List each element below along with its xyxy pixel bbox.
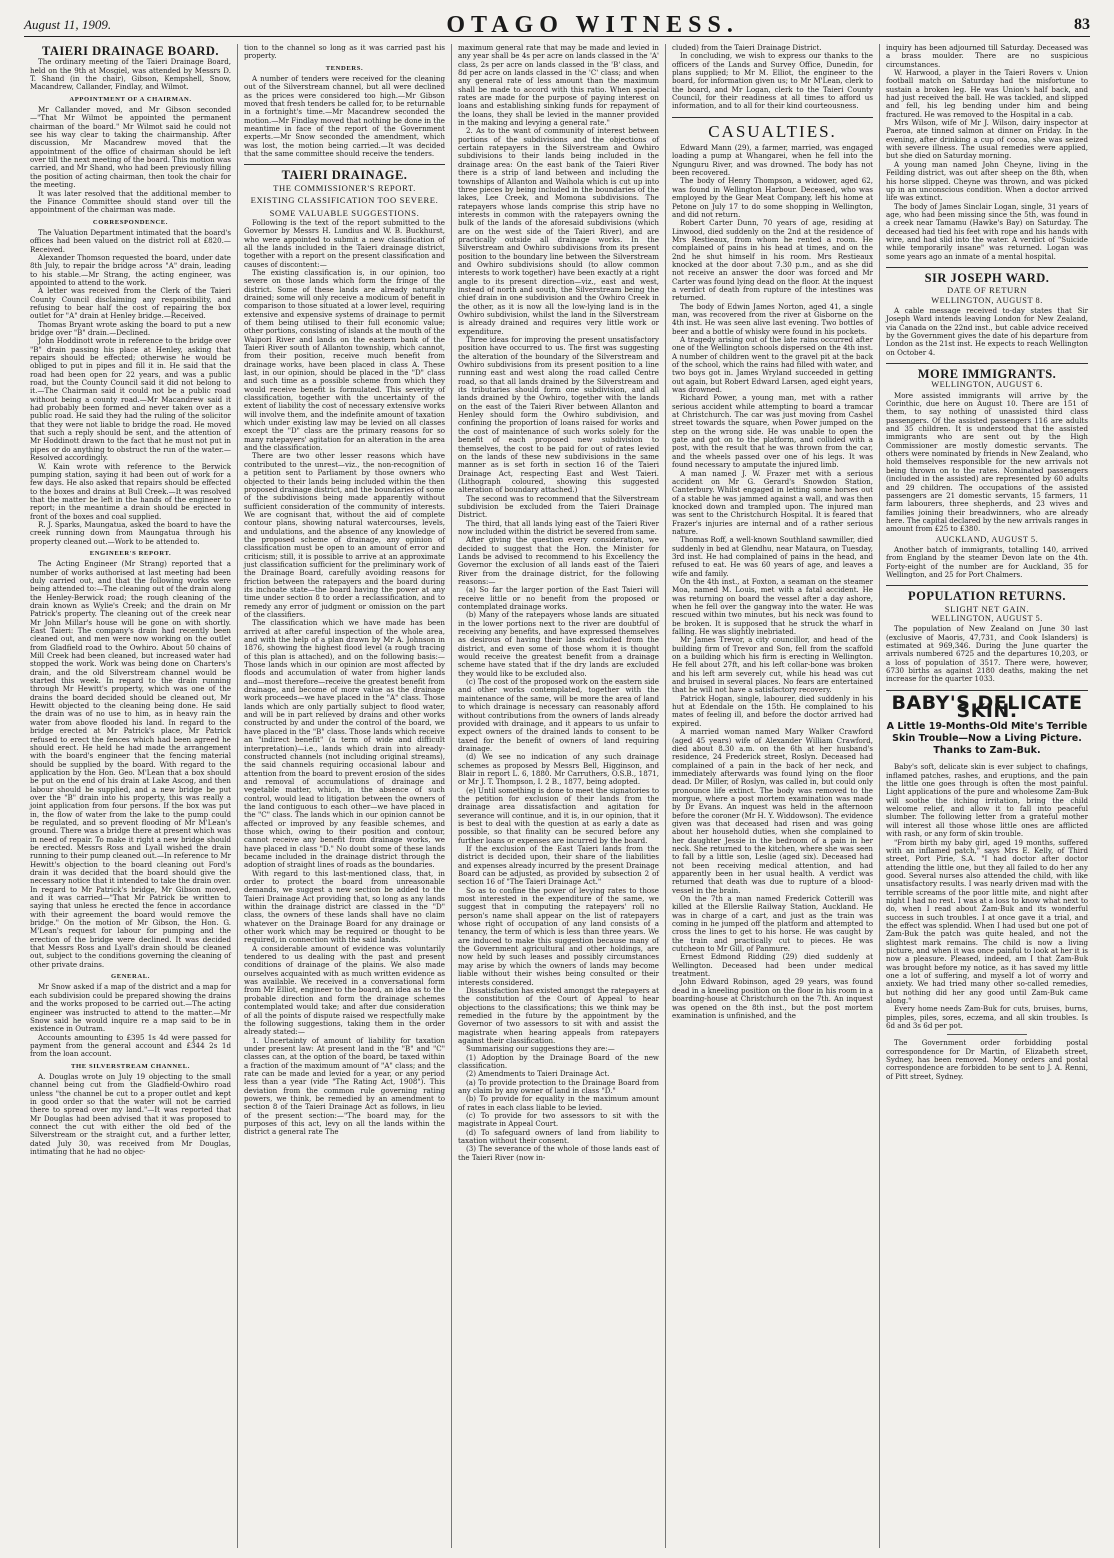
paragraph: A married woman named Mary Walker Crawford (aged 45 years) wife of Alexander William Crawford, died about 8.30 a.m. on the 6th at her husband's residence, 24 Frederick street, Roslyn. Deceased had complained of a pain in the back of her neck, and immediately afterwards was found lying on the floor dead. Dr Miller, of Roslyn, was called in, but could only pronounce life extinct. The body was removed to the morgue, where a post mortem examination was made by Dr Evans. An inquest was held in the afternoon before the coroner (Mr H. Y. Widdowson). The evidence given was that deceased had risen and was going about her household duties, when she complained to her daughter Jessie in the bedroom of a pain in her neck. She returned to the kitchen, where she was seen to fall by a little son, Leslie (aged six). Deceased had not been receiving medical attention, and had apparently been in her usual health. A verdict was returned that death was due to rupture of a blood-vessel in the brain.: [672, 727, 873, 895]
article-heading: POPULATION RETURNS.: [908, 589, 1066, 604]
paragraph: The body of James Sinclair Logan, single, 31 years of age, who had been missing since the 5th, was found in a creek near Tamamu (Hawke's Bay) on Saturday. The deceased had tied his feet with rope and his hands with wire, and had slid into the water. A verdict of "Suicide while temporarily insane" was returned. Logan was some years ago an inmate of a mental hospital.: [886, 201, 1088, 261]
paragraph: (a) To provide protection to the Drainage Board from any claim by any owner of land in class "D.": [458, 1077, 659, 1095]
paragraph: The body of Edwin James Norton, aged 41, a single man, was recovered from the river at Gisborne on the 4th inst. He was seen alive last evening. Two bottles of beer and a bottle of whisky were found in his pockets.: [672, 301, 873, 336]
divider: [886, 363, 1088, 364]
paragraph: More assisted immigrants will arrive by the Corinthic, due here on August 10. There are 151 of them, to say nothing of unassisted third class passengers. Of the assisted passengers 116 are adults and 35 children. It is understood that the assisted immigrants who are sent out by the High Commissioner are mostly domestic servants. The others were nominated by friends in New Zealand, who hold themselves responsible for the new arrivals not being thrown on to the rates. Nominated passengers (included in the assisted) are represented by 60 adults and 29 children. The occupations of the assisted passengers are 21 domestic servants, 15 farmers, 11 farm labourers, three shepherds, and 23 wives and families joining their breadwinners, who are already here. The capital declared by the new arrivals ranges in amount from £25 to £380.: [886, 390, 1088, 534]
column-3: [452, 44, 666, 1548]
subheading: CORRESPONDENCE.: [92, 218, 169, 226]
article-heading: TAIERI DRAINAGE.: [281, 168, 408, 183]
advertisement-paragraph: "From birth my baby girl, aged 19 months, suffered with an inflamed patch," says Mrs E. Kelly, of Third street, Port Pirie, S.A. "I had doctor after doctor attending the little one, but they all failed to do her any good. Several nurses also attended the child, with like unsatisfactory results. I was nearly driven mad with the terrible screams of the poor little mite, and night after night I had no rest. I was at a loss to know what next to do, when I read about Zam-Buk and its wonderful success in such troubles. I at once gave it a trial, and the effect was splendid. When I had used but one pot of Zam-Buk the patch was quite healed, and not the slightest mark remains. The child is now a living picture, and when it was once painful to look at her it is now a pleasure. Pleased, indeed, am I that Zam-Buk was brought before my notice, as it has saved my little one a lot of suffering, and myself a lot of worry and anxiety. We had tried many other so-called remedies, but nothing did her any good until Zam-Buk came along.": [886, 837, 1088, 1006]
column-2: [238, 44, 452, 1548]
subheading: GENERAL.: [110, 973, 151, 981]
advertisement-paragraph: Baby's soft, delicate skin is ever subject to chafings, inflamed patches, rashes, and eruptions, and the pain the little one goes through is often the most painful. Light applications of the pure and wholesome Zam-Buk will soothe the itching irritation, bring the child welcome relief, and allow it to fall into peaceful slumber. The following letter from a grateful mother will interest all those whose little ones are afflicted with rash, or any form of skin trouble.: [886, 762, 1088, 839]
paragraph: (d) We see no indication of any such drainage schemes as proposed by Messrs Bell, Higginson, and Blair in report L. 6, 1880. Mr Carruthers, O.S.B., 1871, or Mr J. T. Thompson, I. 2 B., 1877, being adopted.: [458, 752, 659, 787]
paragraph: Edward Mann (29), a farmer, married, was engaged loading a pump at Whangarei, when he fell into the Ngunguru River, and was drowned. The body has not been recovered.: [672, 143, 873, 178]
dateline: WELLINGTON, AUGUST 8.: [931, 295, 1043, 305]
paragraph: In concluding, we wish to express our thanks to the officers of the Lands and Survey Office, Dunedin, for plans supplied; to Mr M. Elliot, the engineer to the board, for information given us; to Mr M'Lean, clerk to the board, and Mr Logan, clerk to the Taieri County Council, for their readiness at all times to afford us information, and to all for their kind courteousness.: [672, 51, 873, 111]
paragraph: There are two other lesser reasons which have contributed to the unrest—viz., the non-recognition of a petition sent to Parliament by those owners who objected to their lands being included within the then proposed drainage district, and the boundaries of some of the subdivisions being made apparently without sufficient consideration of the community of interests. We are cognisant that, without the aid of complete contour plans, showing natural watercourses, levels, and undulations, and the absence of any knowledge of the proposed scheme of drainage, any opinion of classification must be open to an amount of error and criticism; still, it is possible to arrive at an approximate just classification sufficient for the preliminary work of the Drainage Board, carefully avoiding reasons for friction between the ratepayers and the board during its inchoate state—the board having the power at any time under section 8 to order a reclassification, and to remedy any error of judgment or omission on the part of the classifiers.: [244, 451, 445, 619]
paragraph: Summarising our suggestions they are:—: [466, 1044, 615, 1054]
paragraph: It was later resolved that the additional member to the Finance Committee should stand over till the appointment of the chairman was made.: [30, 188, 231, 215]
paragraph: After giving the question every consideration, we decided to suggest that the Hon. the Minister for Lands be advised to recommend to his Excellency the Governor the exclusion of all lands east of the Taieri River from the drainage district, for the following reasons:—: [458, 535, 659, 586]
subheading: SOME VALUABLE SUGGESTIONS.: [269, 207, 420, 218]
paragraph: The Government order forbidding postal correspondence for Dr Martin, of Elizabeth street, Sydney, has been removed. Money orders and postal correspondence are forbidden to be sent to J. A. Renni, of Pitt street, Sydney.: [886, 1038, 1088, 1081]
paragraph: tion to the channel so long as it was carried past his property.: [244, 44, 445, 61]
divider: [672, 117, 873, 118]
subheading: ENGINEER'S REPORT.: [89, 549, 172, 557]
article-heading: MORE IMMIGRANTS.: [917, 367, 1057, 382]
dateline: WELLINGTON, AUGUST 5.: [931, 613, 1043, 623]
issue-date: August 11, 1909.: [24, 17, 112, 32]
column-1: [24, 44, 238, 1548]
paragraph: (c) To provide for two assessors to sit with the magistrate in Appeal Court.: [458, 1111, 659, 1129]
paragraph: R. J. Sparks, Maungatua, asked the board to have the creek running down from Maungatua through his property cleaned out.—Work to be attended to.: [30, 519, 231, 546]
paragraph: A man named J. W. Frazer met with a serious accident on Mr G. Gerard's Snowdon Station, Canterbury. Whilst engaged in letting some horses out of a stable he was jammed against a wall, and was then knocked down and trampled upon. The injured man was sent to the Christchurch Hospital. It is feared that Frazer's injuries are internal and of a rather serious nature.: [672, 468, 873, 536]
paragraph: (1) Adoption by the Drainage Board of the new classification.: [458, 1052, 659, 1070]
divider: [947, 1034, 1028, 1035]
paragraph: Ernest Edmond Ridding (29) died suddenly at Wellington. Deceased had been under medical treatment.: [672, 952, 873, 979]
paragraph: Dissatisfaction has existed amongst the ratepayers at the constitution of the Court of Appeal to hear objections to the classifications; this we think may be remedied in the future by the appointment by the Governor of two assessors to sit with and assist the magistrate when hearing appeals from ratepayers against their classification.: [458, 985, 659, 1045]
paragraph: Alexander Thomson requested the board, under date 8th July, to repair the bridge across "A" drain, leading to his stable.—Mr Strang, the acting engineer, was appointed to attend to the work.: [30, 252, 231, 287]
subheading: DATE OF RETURN: [946, 285, 1027, 296]
paragraph: A. Douglas wrote on July 19 objecting to the small channel being cut from the Gladfield-Owhiro road unless "the channel be cut to a proper outlet and kept in good order so that the water will not be carried there to spread over my land."—It was reported that Mr Douglas had been advised that it was proposed to connect the cut with either the old bed of the Silverstream or the straight cut, and a further letter, dated July 30, was received from Mr Douglas, intimating that he had no objec-: [30, 1071, 231, 1156]
divider: [886, 690, 1088, 691]
paragraph: Thomas Bryant wrote asking the board to put a new bridge over "B" drain.—Declined.: [30, 319, 231, 337]
paragraph: maximum general rate that may be made and levied in any year shall be 4s per acre on lands classed in the 'A' class, 2s per acre on lands classed in the 'B' class, and 8d per acre on lands classed in the 'C' class; and when any general rate of less amount than the maximum shall be made to accord with this ratio. When special rates are made for the purpose of paying interest on loans and establishing sinking funds for repayment of the loans, they shall be levied in the manner provided in the making and levying a general rate.": [458, 44, 659, 128]
paragraph: Robert Carter Dunn, 70 years of age, residing at Linwood, died suddenly on the 2nd at the residence of Mrs Restieaux, from whom he rented a room. He complained of pains in his head at times, and on the 2nd he shut himself in his room. Mrs Restieaux knocked at the door about 7.30 p.m., and as she did not receive an answer the door was forced and Mr Carter was found lying dead on the floor. At the inquest a verdict of death from rupture of the intestines was returned.: [672, 218, 873, 303]
paragraph: The Valuation Department intimated that the board's offices had been valued on the district roll at £820.—Received.: [30, 227, 231, 254]
paragraph: (a) So far the larger portion of the East Taieri will receive little or no benefit from the proposed or contemplated drainage works.: [458, 585, 659, 612]
paragraph: The Acting Engineer (Mr Strang) reported that a number of works authorised at last meeting had been duly carried out, and that the following works were being attended to:—The cleaning out of the drain along the Henley-Berwick road; the rough cleaning of the drain known as Wylie's Creek; and the drain on Mr Patrick's property. The cleaning out of the creek near Mr John Millar's house will be gone on with shortly. East Taieri: The company's drain had recently been cleaned out, and men were now working on the outlet from Gladfield road to the Owhiro. About 50 chains of Mill Creek had been cleaned, but increased water had stopped the work. Work was being done on Charters's drain, and the old Silverstream channel would be started this week. In regard to the drain running through Mr Hewitt's property, which was one of the drains the board decided should be cleaned out, Mr Hewitt objected to the cleaning being done. He said the drain was of no use to him, as in heavy rain the water from above flooded his land. In regard to the bridge erected at Mr Patrick's place, Mr Patrick refused to erect the fences which had been agreed he should erect. He held he had made the arrangement with the board's engineer that the fencing material should be supplied by the board. With regard to the application by the Hon. Geo. M'Lean that a box should be put on the end of his drain at Lake Ascog, and then labour should be supplied, and a new bridge be put over the "B" drain into his property, this was really a joint application from four persons. If the box was put in, the flow of water from the lake to the pump could be regulated, and so prevent flooding of Mr M'Lean's ground. There was a bridge there at present which was in need of repair. To make it right a new bridge should be erected. Messrs Ross and Lyall wished the drain running to their pump cleaned out.—In reference to Mr Hewitt's objection to the board cleaning out Ford's drain it was decided that the board should give the necessary notice that it intended to take the drain over. In regard to Mr Patrick's bridge, Mr Gibson moved, and it was carried—"That Mr Patrick be written to saying that unless he erected the fence in accordance with their agreement the board would remove the bridge." On the motion of Mr Gibson, the Hon. G. M'Lean's request for labour for pumping and the erection of the bridge were declined. It was decided that Messrs Ross and Lyall's drain should be cleaned out, subject to the conditions governing the cleaning of other private drains.: [30, 559, 231, 969]
paragraph: Accounts amounting to £395 1s 4d were passed for payment from the general account and £344 2s 1d from the loan account.: [30, 1032, 231, 1059]
advertisement-paragraph: Every home needs Zam-Buk for cuts, bruises, burns, pimples, piles, sores, eczema, and all skin troubles. Is 6d and 3s 6d per pot.: [886, 1004, 1088, 1031]
paragraph: The existing classification is, in our opinion, too severe on those lands which form the fringe of the district. Some of these lands are already naturally drained; some will only receive a modicum of benefit in comparison to those situated at a lower level, requiring extensive and expensive systems of drainage to permit of them being utilised to their full economic value; other portions, consisting of islands at the mouth of the Waipori River and lands on the eastern bank of the Taieri River south of Allanton township, which cannot, from their position, receive much benefit from drainage works, have been placed in class A. These last, in our opinion, should be placed in the "D" class and such time as a possible scheme from which they would receive benefit is formulated. This severity of classification, together with the uncertainty of the extent of liability the cost of necessary extensive works will involve them, and the indefinite amount of taxation which under existing law may be levied on all classes except the "D" class are the primary reasons for so many ratepayers' agitation for an alteration in the area and the classification.: [244, 267, 445, 453]
paragraph: Following is the text of the report submitted to the Governor by Messrs H. Lundius and W. B. Buckhurst, who were appointed to submit a new classification of all the lands included in the Taieri drainage district, together with a report on the present classification and causes of discontent:—: [244, 217, 445, 269]
divider: [886, 585, 1088, 586]
paragraph: W. Kain wrote with reference to the Berwick pumping station, saying it had been out of work for a few days. He also asked that repairs should be effected to the boxes and drains at Bull Creek.—It was resolved that the matter be left in the hands of the engineer to report; in the meantime a drain should be erected in front of the boxes and coal supplied.: [30, 461, 231, 521]
paragraph: John Hoddinott wrote in reference to the bridge over "B" drain passing his place at Henley, asking that repairs should be effected; otherwise he would be obliged to put in pipes and fill it in. He said that the road had been open for 22 years, and was a public road, but the County Council said it did not belong to it.—The Chairman said it could not be a public road without being a county road.—Mr Macandrew said it had probably been formed and never taken over as a public road. He said they had the ruling of the solicitor that they were not liable to bridge the road. He moved that such a reply should be sent, and the attention of Mr Hoddinott drawn to the fact that he must not put in pipes or do anything to obstruct the run of the water.—Resolved accordingly.: [30, 336, 231, 463]
paragraph: If the exclusion of the East Taieri lands from the district is decided upon, their share of the liabilities and expenses already incurred by the present Drainage Board can be adjusted, as provided by subsection 2 of section 16 of "The Taieri Drainage Act.": [458, 844, 659, 887]
newspaper-title: OTAGO WITNESS.: [446, 11, 739, 38]
advertisement-title: BABY'S DELICATE SKIN.: [891, 691, 1083, 723]
paragraph: Thomas Roff, a well-known Southland sawmiller, died suddenly in bed at Glendhu, near Mataura, on Tuesday, 3rd inst. He had complained of pains in the head, and refused to eat. He was 60 years of age, and leaves a wife and family.: [672, 535, 873, 578]
paragraph: inquiry has been adjourned till Saturday. Deceased was a brass moulder. There are no suspicious circumstances.: [886, 44, 1088, 69]
paragraph: W. Harwood, a player in the Taieri Rovers v. Union football match on Saturday had the misfortune to sustain a broken leg. He was Union's half back, and had just received the ball. He was tackled, and slipped and fell, his leg bending under him and being fractured. He was removed to the Hospital in a cab.: [886, 68, 1088, 119]
paragraph: (c) The cost of the proposed work on the eastern side and other works contemplated, together with the maintenance of the same, will be more the area of land to which drainage is necessary can reasonably afford without contributions from the owners of lands already provided with drainage, and it appears to us unfair to expect owners of the drained lands to consent to be taxed for the benefit of owners of land requiring drainage.: [458, 677, 659, 753]
paragraph: A number of tenders were received for the cleaning out of the Silverstream channel, but all were declined as the prices were considered too high.—Mr Gibson moved that fresh tenders be called for, to be returnable in a fortnight's time.—Mr Macandrew seconded the motion.—Mr Findlay moved that nothing be done in the meantime in face of the report of the Government experts.—Mr Snow seconded the amendment, which was lost, the motion being carried.—It was decided that the same committee should receive the tenders.: [244, 74, 445, 159]
advertisement-subtitle: A Little 19-Months-Old Mite's Terrible Skin Trouble—Now a Living Picture. Thanks to Zam-Buk.: [886, 721, 1088, 757]
paragraph: Mr James Trevor, a city councillor, and head of the building firm of Trevor and Son, fell from the scaffold on a building which his firm is erecting in Wellington. He fell about 27ft, and his left collar-bone was broken and his left arm severely cut, while his head was cut and bruised in several places. No fears are entertained that he will not have a satisfactory recovery.: [672, 635, 873, 695]
paragraph: So as to confine the power of levying rates to those most interested in the expenditure of the same, we suggest that in computing the ratepayers' roll no person's name shall appear on the list of ratepayers whose right of occupation of any land consists of a tenancy, the term of which is less than three years. We are induced to make this suggestion because many of the Government agricultural and other holdings, are now held by such leases and possibly circumstances may arise by which the owners of lands may become liable without their wishes being consulted or their interests considered.: [458, 885, 659, 987]
paragraph: The ordinary meeting of the Taieri Drainage Board, held on the 9th at Mosgiel, was attended by Messrs D. T. Shand (in the chair), Gibson, Kempshell, Snow, Macandrew, Callander, Findlay, and Wilmot.: [30, 57, 231, 92]
columns: [24, 44, 1098, 1548]
article-heading: TAIERI DRAINAGE BOARD.: [41, 44, 220, 58]
paragraph: (b) To provide for equality in the maximum amount of rates in each class liable to be levied.: [458, 1094, 659, 1112]
column-4: [666, 44, 880, 1548]
dateline: WELLINGTON, AUGUST 6.: [931, 380, 1043, 390]
paragraph: Another batch of immigrants, totalling 140, arrived from England by the steamer Devon late on the 4th. Forty-eight of the number are for Auckland, 35 for Wellington, and 25 for Port Chalmers.: [886, 544, 1088, 579]
article-heading: CASUALTIES.: [708, 121, 837, 141]
subheading: THE SILVERSTREAM CHANNEL.: [71, 1062, 190, 1070]
divider: [886, 267, 1088, 268]
article-heading: SIR JOSEPH WARD.: [924, 270, 1050, 285]
subheading: EXISTING CLASSIFICATION TOO SEVERE.: [250, 195, 439, 206]
paragraph: A letter was received from the Clerk of the Taieri County Council disclaiming any responsibility, and refusing to bear half the cost of repairing the box outlet for "A" drain at Henley bridge.—Received.: [30, 286, 231, 321]
paragraph: (e) Until something is done to meet the signatories to the petition for exclusion of their lands from the drainage area dissatisfaction and agitation for severance will continue, and it is, in our opinion, that it is best to deal with the question at as early a date as possible, so that finality can be secured before any further loans or expenses are incurred by the board.: [458, 785, 659, 845]
subheading: THE COMMISSIONER'S REPORT.: [273, 182, 416, 193]
paragraph: cluded) from the Taieri Drainage District.: [672, 44, 822, 52]
paragraph: Mrs Wilson, wife of Mr J. Wilson, dairy inspector at Paeroa, ate tinned salmon at dinner on Friday. In the evening, after drinking a cup of cocoa, she was seized with severe illness. The usual remedies were applied, but she died on Saturday morning.: [886, 118, 1088, 161]
paragraph: Richard Power, a young man, met with a rather serious accident while attempting to board a tramcar at Christchurch. The car was just moving from Cashel street towards the square, when Power jumped on the step on the wrong side. He was unable to open the gate and got on to the platform, and collided with a post, with the result that he was thrown from the car, and the wheels passed over one of his legs. It was found necessary to amputate the injured limb.: [672, 393, 873, 470]
paragraph: Mr Snow asked if a map of the district and a map for each subdivision could be prepared showing the drains and the works proposed to be carried out.—The acting engineer was instructed to attend to the matter.—Mr Snow said he would inquire re a map said to be in existence in Outram.: [30, 982, 231, 1034]
paragraph: 1. Uncertainty of amount of liability for taxation under present law: At present land in the "B" and "C" classes can, at the option of the board, be taxed within a fraction of the maximum amount of "A" class; and the rate can be made and levied for a year, or any period less than a year (vide "The Rating Act, 1908"). This deviation from the common rule governing rating powers, we think, be remedied by an amendment to section 8 of the Taieri Drainage Act as follows, in lieu of the present section:—"The board may, for the purposes of this act, levy on all the lands within the district a general rate The: [244, 1035, 445, 1137]
subheading: TENDERS.: [325, 64, 364, 72]
paragraph: (d) To safeguard owners of land from liability to taxation without their consent.: [458, 1127, 659, 1146]
subheading: APPOINTMENT OF A CHAIRMAN.: [69, 95, 192, 103]
paragraph: The population of New Zealand on June 30 last (exclusive of Maoris, 47,731, and Cook Islanders) is estimated at 969,346. During the June quarter the arrivals numbered 6725 and the departures 10,203, or a loss of population of 3517. There were, however, 6730 births as against 2180 deaths, making the net increase for the quarter 1033.: [886, 624, 1088, 684]
dateline: AUCKLAND, AUGUST 5.: [935, 534, 1039, 544]
masthead: [24, 11, 1090, 38]
paragraph: The body of Henry Thompson, a widower, aged 62, was found in Wellington Harbour. Deceased, who was employed by the Gear Meat Company, left his home at Petone on July 17 to do some shopping in Wellington, and did not return.: [672, 176, 873, 219]
paragraph: Three ideas for improving the present unsatisfactory position have occurred to us. The first was suggesting the alteration of the boundary of the Silverstream and Owhiro subdivisions from its present position to a line running east and west along the road called Centre road, so that all lands drained by the Silverstream and its tributaries should form one subdivision, and all lands drained by the Owhiro, together with the lands on the east of the Taieri River between Allanton and Henley should form the Owhiro subdivision, and confining the proportion of loans raised for works and the cost of maintenance of such works solely for the benefit of each proposed new subdivision to themselves, the cost to be paid for out of rates levied on the lands of these new subdivisions in the same manner as is set forth in section 16 of the Taieri Drainage Act, respecting East and West Taieri. (Lithograph coloured, showing this suggested alteration of boundary attached.): [458, 335, 659, 495]
paragraph: On the 7th a man named Frederick Cotterill was killed at the Ellerslie Railway Station, Auckland. He was in charge of a cart, and just as the train was coming in he jumped off the platform and attempted to cross the lines to get to his horse. He was caught by the train and practically cut to pieces. He was cutcheon to Mr Gill, of Panmure.: [672, 894, 873, 954]
paragraph: 2. As to the want of community of interest between portions of the subdivisions and the objections of certain ratepayers in the Silverstream and Owhiro subdivisions to their lands being included in the drainage area: On the east bank of the Taieri River there is a strip of land between and including the townships of Allanton and Waihola which is cut up into three pieces by being included in the boundaries of the lakes, Lee Creek, and Momona subdivisions. The ratepayers whose lands comprise this strip have no interests in common with the ratepayers owning the bulk of the lands of the aforesaid subdivisions (which are on the west side of the Taieri River), and are practically outside all drainage works. In the Silverstream and Owhiro subdivisions from its present position to the boundary line between the Silverstream and Owhiro subdivisions should (to allow common interests to work together) have been exactly at a right angle to its present direction—viz., east and west, instead of north and south, the Silverstream being the chief drain in one subdivision and the Owhiro Creek in the other, as it is now all the low-lying land is in the Owhiro subdivision, whilst the land in the Silverstream is already drained and requires very little work or expenditure.: [458, 126, 659, 336]
paragraph: The classification which we have made has been arrived at after careful inspection of the whole area, and with the help of a plan drawn by Mr A. Johnson in 1876, showing the highest flood level (a rough tracing of this plan is attached), and on the following basis:—Those lands which in our opinion are most affected by floods and accumulation of water from higher lands and—most therefore—receive the greatest benefit from drainage, and become of more value as the drainage work proceeds—we have placed in the "A" class. Those lands which are only partially subject to flood water, and will be in part relieved by drains and other works constructed by and under the control of the board, we have placed in the "B" class. Those lands which receive an "indirect benefit" (a term of wide and difficult interpretation)—i.e., lands which drain into already-constructed channels (not including original streams), the said channels requiring occasional labour and attention from the board to prevent erosion of the sides and removal of accumulations of drainage and vegetable matter, which, in the absence of such control, would lead to litigation between the owners of the land contiguous to each other—we have placed in the "C" class. The lands which in our opinion cannot be affected or improved by any feasible schemes, and those which, owing to their position and contour, cannot receive any benefit from drainage works, we have placed in class "D." No doubt some of these lands became included in the drainage district through the adoption of straight lines of roads as the boundaries.: [244, 618, 445, 870]
paragraph: (3) The severance of the whole of those lands east of the Taieri River (now in-: [458, 1144, 659, 1162]
page-number: 83: [1073, 16, 1090, 33]
paragraph: On the 4th inst., at Foxton, a seaman on the steamer Moa, named M. Louis, met with a fatal accident. He was returning on board the vessel after a day ashore, when he fell over the gangway into the water. He was rescued within two minutes, but his neck was found to be broken. It is supposed that he struck the wharf in falling. He was slightly inebriated.: [672, 576, 873, 637]
divider: [244, 164, 445, 165]
paragraph: A tragedy arising out of the late rains occurred after one of the Wellington schools dispersed on the 4th inst. A number of children went to the gravel pit at the back of the school, which the rains had filled with water, and two boys got in. James Wryland succeeded in getting out again, but Robert Edward Larsen, aged eight years, was drowned.: [672, 335, 873, 395]
paragraph: The second was to recommend that the Silverstream subdivision be excluded from the Taieri Drainage District.: [458, 493, 659, 520]
subheading: SLIGHT NET GAIN.: [944, 603, 1030, 614]
paragraph: With regard to this last-mentioned class, that, in order to protect the board from unreasonable demands, we suggest a new section be added to the Taieri Drainage Act providing that, so long as any lands within the drainage district are classed in the "D" class, the owners of these lands shall have no claim whatever on the Drainage Board for any drainage or other work which may be required or thought to be required, in connection with the said lands.: [244, 868, 445, 945]
paragraph: A considerable amount of evidence was voluntarily tendered to us dealing with the past and present conditions of drainage of the plains. We also made ourselves acquainted with as much written evidence as was available. We received in a conversational form from Mr Elliot, engineer to the board, an idea as to the probable direction and form the drainage schemes contemplated would take; and after due consideration of all the points of dispute raised we respectfully make the following suggestions, taking them in the order already stated:—: [244, 943, 445, 1037]
paragraph: Patrick Hogan, single, labourer, died suddenly in his hut at Edendale on the 15th. He complained to his mates of feeling ill, and before the doctor arrived had expired.: [672, 693, 873, 728]
paragraph: Mr Callander moved, and Mr Gibson seconded—"That Mr Wilmot be appointed the permanent chairman of the board." Mr Wilmot said he could not see his way clear to taking the chairmanship. After discussion, Mr Macandrew moved that the appointment of the office of chairman should be left over till the next meeting of the board. This motion was carried, and Mr Shand, who had been previously filling the position of acting chairman, then took the chair for the meeting.: [30, 105, 231, 190]
paragraph: A cable message received to-day states that Sir Joseph Ward intends leaving London for New Zealand, via Canada on the 22nd inst., but cable advice received by the Government gives the date of his departure from London as the 21st inst. He expects to reach Wellington on October 4.: [886, 305, 1088, 357]
paragraph: A young man named John Cheyne, living in the Feilding district, was out after sheep on the 8th, when his horse slipped. Cheyne was thrown, and was picked up in an unconscious condition. When a doctor arrived life was extinct.: [886, 159, 1088, 203]
column-5: [880, 44, 1094, 1548]
paragraph: The third, that all lands lying east of the Taieri River now included within the district be severed from same.: [458, 518, 659, 536]
paragraph: (b) Many of the ratepayers whose lands are situated in the lower portions next to the river are doubtful of receiving any benefits, and have expressed themselves as desirous of having their lands excluded from the district, and even some of those whom it is thought would receive the greatest benefit from a drainage scheme have stated that if the dry lands are excluded they would like to be excluded also.: [458, 610, 659, 678]
paragraph: (2) Amendments to Taieri Drainage Act.: [466, 1069, 610, 1079]
paragraph: John Edward Robinson, aged 29 years, was found dead in a kneeling position on the floor in his room in a boarding-house at Christchurch on the 7th. An inquest was opened on the 8th inst., but the post mortem examination is unfinished, and the: [672, 977, 873, 1020]
